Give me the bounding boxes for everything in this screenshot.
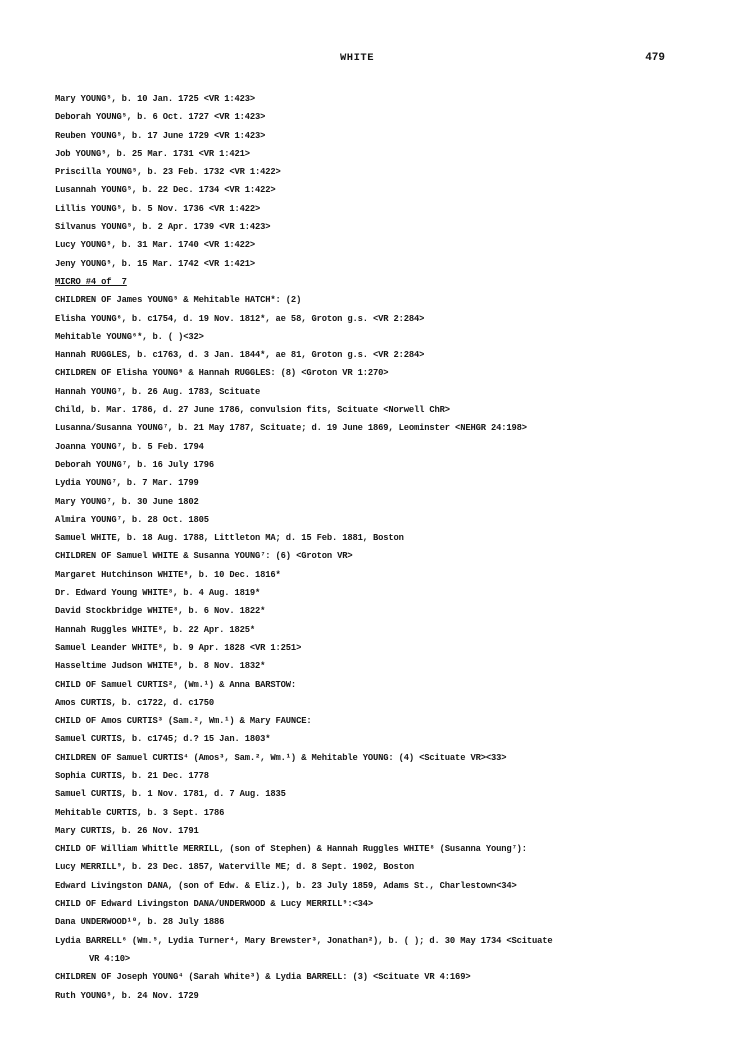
text-line: Mehitable YOUNG⁶*, b. ( )<32> (55, 331, 204, 342)
page-header (0, 52, 749, 68)
genealogy-text-body (55, 90, 715, 1005)
text-line: CHILDREN OF Elisha YOUNG⁶ & Hannah RUGGLES: (8) <Groton VR 1:270> (55, 368, 389, 379)
text-line: Priscilla YOUNG⁵, b. 23 Feb. 1732 <VR 1:422> (55, 167, 281, 178)
page-number: 479 (645, 52, 665, 64)
text-line: Edward Livingston DANA, (son of Edw. & Eliz.), b. 23 July 1859, Adams St., Charlestown<34> (55, 880, 517, 891)
text-line: Deborah YOUNG⁵, b. 6 Oct. 1727 <VR 1:423> (55, 112, 266, 123)
text-line: Hannah RUGGLES, b. c1763, d. 3 Jan. 1844*, ae 81, Groton g.s. <VR 2:284> (55, 350, 425, 361)
text-line: CHILDREN OF Samuel CURTIS⁴ (Amos³, Sam.², Wm.¹) & Mehitable YOUNG: (4) <Scituate VR><33> (55, 752, 507, 763)
text-line: Lydia BARRELL⁶ (Wm.⁵, Lydia Turner⁴, Mary Brewster³, Jonathan²), b. ( ); d. 30 May 1734 <Scituate (55, 935, 553, 946)
text-line: Deborah YOUNG⁷, b. 16 July 1796 (55, 459, 214, 470)
text-line: Lucy YOUNG⁵, b. 31 Mar. 1740 <VR 1:422> (55, 240, 256, 251)
text-line: Mary YOUNG⁵, b. 10 Jan. 1725 <VR 1:423> (55, 94, 256, 104)
text-line: Mary CURTIS, b. 26 Nov. 1791 (55, 825, 199, 836)
text-line: Mehitable CURTIS, b. 3 Sept. 1786 (55, 807, 225, 818)
text-line: CHILD OF Edward Livingston DANA/UNDERWOOD & Lucy MERRILL⁹:<34> (55, 899, 373, 910)
text-line: Hannah Ruggles WHITE⁸, b. 22 Apr. 1825* (55, 624, 256, 635)
text-line: Dr. Edward Young WHITE⁸, b. 4 Aug. 1819* (55, 588, 261, 599)
text-line: Child, b. Mar. 1786, d. 27 June 1786, convulsion fits, Scituate <Norwell ChR> (55, 405, 450, 416)
text-line: Margaret Hutchinson WHITE⁸, b. 10 Dec. 1816* (55, 569, 281, 580)
text-line: Sophia CURTIS, b. 21 Dec. 1778 (55, 770, 209, 781)
micro-section-heading: MICRO #4 of 7 (55, 276, 127, 287)
text-line: CHILD OF Samuel CURTIS², (Wm.¹) & Anna BARSTOW: (55, 679, 297, 690)
text-line: CHILDREN OF Samuel WHITE & Susanna YOUNG⁷: (6) <Groton VR> (55, 551, 353, 562)
text-line: Samuel CURTIS, b. c1745; d.? 15 Jan. 1803* (55, 734, 271, 745)
text-line: Samuel WHITE, b. 18 Aug. 1788, Littleton MA; d. 15 Feb. 1881, Boston (55, 533, 404, 544)
text-line: Mary YOUNG⁷, b. 30 June 1802 (55, 496, 199, 507)
text-line: Elisha YOUNG⁶, b. c1754, d. 19 Nov. 1812*, ae 58, Groton g.s. <VR 2:284> (55, 313, 425, 324)
text-line: Silvanus YOUNG⁵, b. 2 Apr. 1739 <VR 1:423> (55, 222, 271, 233)
text-line-continuation: VR 4:10> (89, 953, 131, 964)
text-line: Samuel Leander WHITE⁸, b. 9 Apr. 1828 <VR 1:251> (55, 642, 302, 653)
text-line: Hasseltime Judson WHITE⁸, b. 8 Nov. 1832* (55, 661, 266, 672)
text-line: Lusannah YOUNG⁵, b. 22 Dec. 1734 <VR 1:422> (55, 185, 276, 196)
text-line: CHILD OF Amos CURTIS³ (Sam.², Wm.¹) & Mary FAUNCE: (55, 716, 312, 727)
text-line: Almira YOUNG⁷, b. 28 Oct. 1805 (55, 514, 209, 525)
text-line: CHILDREN OF Joseph YOUNG⁴ (Sarah White³) & Lydia BARRELL: (3) <Scituate VR 4:169> (55, 972, 471, 983)
text-line: Joanna YOUNG⁷, b. 5 Feb. 1794 (55, 441, 204, 452)
text-line: Lucy MERRILL⁹, b. 23 Dec. 1857, Waterville ME; d. 8 Sept. 1902, Boston (55, 862, 415, 873)
text-line: Lydia YOUNG⁷, b. 7 Mar. 1799 (55, 478, 199, 489)
text-line: CHILDREN OF James YOUNG⁵ & Mehitable HATCH*: (2) (55, 295, 302, 306)
text-line: Reuben YOUNG⁵, b. 17 June 1729 <VR 1:423> (55, 130, 266, 141)
text-line: Lillis YOUNG⁵, b. 5 Nov. 1736 <VR 1:422> (55, 203, 261, 214)
text-line: Samuel CURTIS, b. 1 Nov. 1781, d. 7 Aug. 1835 (55, 789, 286, 800)
text-line: Amos CURTIS, b. c1722, d. c1750 (55, 697, 214, 708)
text-line: Dana UNDERWOOD¹⁰, b. 28 July 1886 (55, 917, 225, 928)
text-line: Ruth YOUNG⁵, b. 24 Nov. 1729 (55, 990, 199, 1001)
text-line: CHILD OF William Whittle MERRILL, (son of Stephen) & Hannah Ruggles WHITE⁸ (Susanna Young⁷): (55, 844, 527, 855)
text-line: Job YOUNG⁵, b. 25 Mar. 1731 <VR 1:421> (55, 148, 250, 159)
text-line: Hannah YOUNG⁷, b. 26 Aug. 1783, Scituate (55, 386, 261, 397)
text-line: Lusanna/Susanna YOUNG⁷, b. 21 May 1787, Scituate; d. 19 June 1869, Leominster <NEHGR 24:198> (55, 423, 527, 434)
text-line: David Stockbridge WHITE⁸, b. 6 Nov. 1822* (55, 606, 266, 617)
page-title: WHITE (340, 52, 375, 64)
text-line: Jeny YOUNG⁵, b. 15 Mar. 1742 <VR 1:421> (55, 258, 256, 269)
